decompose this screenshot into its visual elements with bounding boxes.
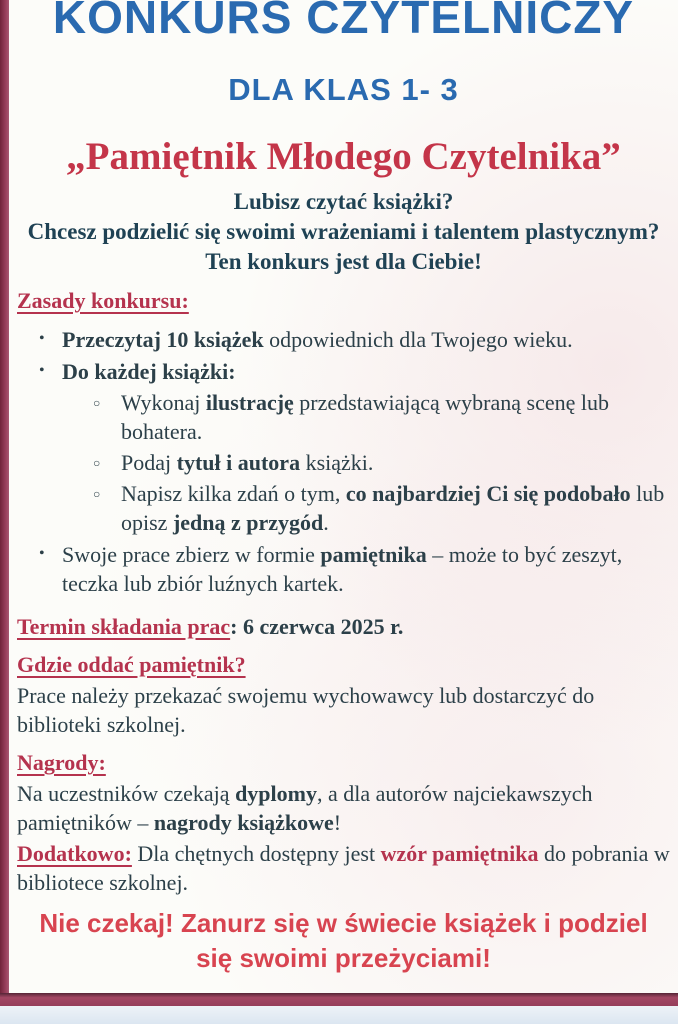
footer-callout: Nie czekaj! Zanurz się w świecie książek i podziel się swoimi przeżyciami! — [39, 908, 648, 973]
additional-regular-text: do pobrania w bibliotece szkolnej. — [17, 841, 670, 895]
additional-label: Dodatkowo: — [17, 841, 132, 866]
rule-bold-text: jedną z przygód — [172, 510, 324, 535]
rule-regular-text: przedstawiającą wybraną scenę lub bohatera. — [121, 390, 609, 444]
deadline-line — [17, 612, 670, 641]
contest-title: „Pamiętnik Młodego Czytelnika” — [66, 135, 621, 178]
additional-body — [17, 839, 670, 897]
rule-subitem-illustration — [90, 388, 670, 446]
rule-regular-text: lub opisz — [121, 481, 665, 535]
rule-bold-text: ilustrację — [205, 390, 294, 415]
rule-regular-text: książki. — [300, 450, 374, 475]
rule-regular-text: Podaj — [121, 450, 177, 475]
intro-line-3: Ten konkurs jest dla Ciebie! — [205, 249, 482, 274]
prizes-heading: Nagrody: — [17, 750, 106, 775]
where-body: Prace należy przekazać swojemu wychowawcy lub dostarczyć do biblioteki szkolnej. — [17, 683, 595, 737]
prizes-bold-text: nagrody książkowe — [153, 810, 334, 835]
rule-bold-text: Do każdej książki: — [62, 359, 236, 384]
rule-item-each-book — [31, 357, 670, 537]
intro-line-1: Lubisz czytać książki? — [233, 189, 454, 214]
rule-regular-text: Wykonaj — [121, 390, 206, 415]
rule-bold-text: pamiętnika — [320, 542, 427, 567]
rule-regular-text: odpowiednich dla Twojego wieku. — [263, 327, 573, 352]
rule-item-collect-diary — [31, 540, 670, 598]
prizes-bold-text: dyplomy — [235, 781, 317, 806]
page-title: KONKURS CZYTELNICZY — [52, 0, 635, 43]
prizes-regular-text: Na uczestników czekają — [17, 781, 236, 806]
bottom-border-bar — [0, 993, 678, 1006]
rules-list — [17, 325, 670, 598]
deadline-date: : 6 czerwca 2025 r. — [230, 614, 404, 639]
prizes-body — [17, 779, 670, 837]
rule-subitem-title-author — [90, 448, 670, 477]
grade-line: DLA KLAS 1- 3 — [228, 72, 459, 107]
rule-regular-text: – może to być zeszyt, teczka lub zbiór luźnych kartek. — [62, 542, 623, 596]
rules-sublist — [62, 388, 670, 537]
rule-regular-text: Swoje prace zbierz w formie — [62, 542, 321, 567]
deadline-label: Termin składania prac — [17, 614, 231, 639]
additional-regular-text: Dla chętnych dostępny jest — [131, 841, 381, 866]
page-edge-area — [0, 1006, 678, 1024]
where-heading: Gdzie oddać pamiętnik? — [17, 652, 246, 677]
rule-bold-text: tytuł i autora — [176, 450, 301, 475]
rule-bold-text: Przeczytaj 10 książek — [62, 327, 264, 352]
intro-block — [17, 187, 670, 277]
rule-subitem-write-sentences — [90, 479, 670, 537]
rule-regular-text: Napisz kilka zdań o tym, — [121, 481, 346, 506]
rule-bold-text: co najbardziej Ci się podobało — [345, 481, 631, 506]
intro-line-2: Chcesz podzielić się swoimi wrażeniami i talentem plastycznym? — [27, 219, 660, 244]
prizes-regular-text: , a dla autorów najciekawszych pamiętników – — [17, 781, 593, 835]
prizes-regular-text: ! — [333, 810, 342, 835]
rule-item-read-books — [31, 325, 670, 354]
rule-regular-text: . — [323, 510, 329, 535]
rules-heading: Zasady konkursu: — [17, 288, 189, 313]
additional-highlight-text: wzór pamiętnika — [380, 841, 539, 866]
